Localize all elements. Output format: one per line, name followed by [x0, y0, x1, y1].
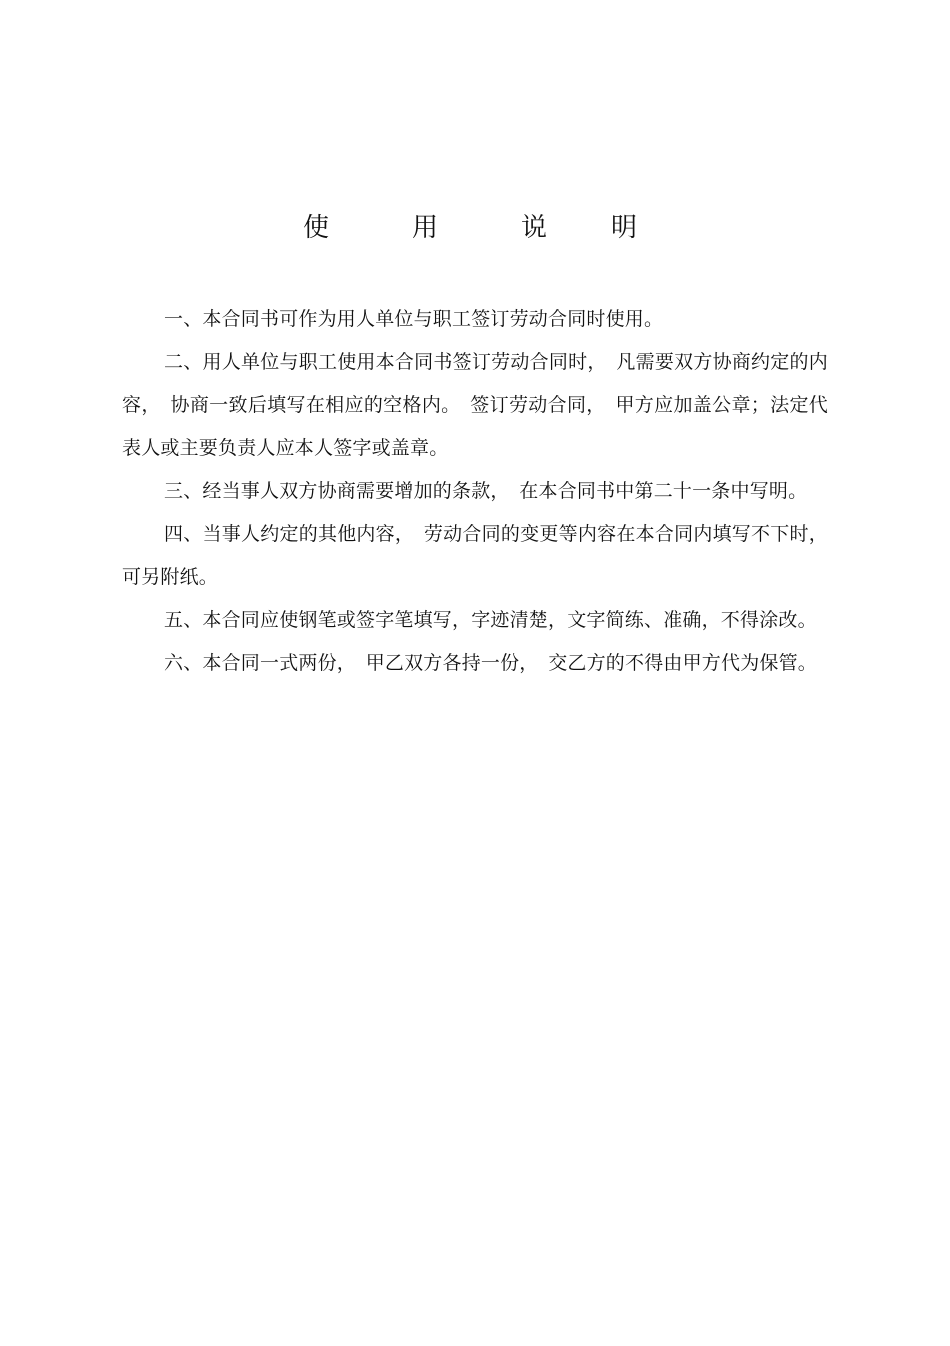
instruction-paragraph-2: 二、用人单位与职工使用本合同书签订劳动合同时， 凡需要双方协商约定的内容， 协商一致后填写在相应的空格内。 签订劳动合同， 甲方应加盖公章；法定代表人或主要负责人应本人签字或盖章。: [122, 351, 828, 459]
page-title: [0, 208, 950, 248]
title-char: 用: [412, 213, 439, 243]
instruction-paragraph-1: 一、本合同书可作为用人单位与职工签订劳动合同时使用。: [164, 308, 664, 330]
instructions-body: [122, 298, 828, 685]
title-char: 使: [303, 213, 330, 243]
instruction-paragraph-6: 六、本合同一式两份， 甲乙双方各持一份， 交乙方的不得由甲方代为保管。: [164, 652, 818, 674]
instruction-paragraph-3: 三、经当事人双方协商需要增加的条款， 在本合同书中第二十一条中写明。: [164, 480, 808, 502]
title-char: 明: [611, 213, 638, 243]
title-char: 说: [521, 213, 548, 243]
instruction-paragraph-5: 五、本合同应使钢笔或签字笔填写，字迹清楚，文字简练、准确，不得涂改。: [164, 609, 817, 631]
instruction-paragraph-4: 四、当事人约定的其他内容， 劳动合同的变更等内容在本合同内填写不下时，可另附纸。: [122, 523, 828, 588]
